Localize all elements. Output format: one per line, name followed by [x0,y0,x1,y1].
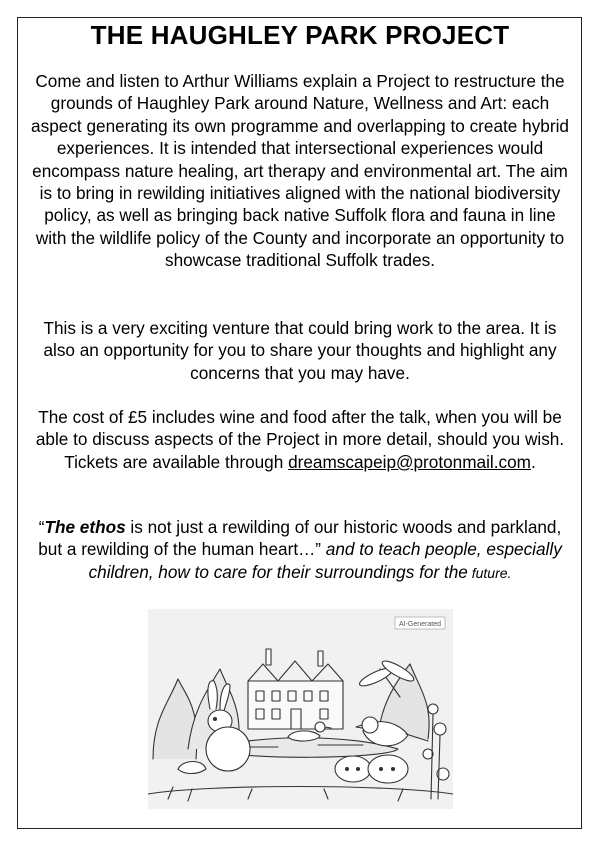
cost-text: The cost of £5 includes wine and food after the talk, when you will be able to discuss aspects of the Project in more detail, should you wish. Tickets are available through [35,407,565,472]
opportunity-paragraph: This is a very exciting venture that could bring work to the area. It is also an opportunity for you to share your thoughts and highlight any concerns that you may have. [43,318,557,383]
quote-tail: and to teach people, especially children, how to care for their surroundings for the [88,539,562,582]
quote-last-word: future. [467,564,512,581]
email-link[interactable]: dreamscapeip@protonmail.com [288,451,531,472]
page-title: THE HAUGHLEY PARK PROJECT [90,20,510,50]
quote-text: is not just a rewilding of our historic woods and parkland, but a rewilding of the human heart…” [38,517,562,560]
ethos-quote [28,516,572,584]
ai-generated-badge: AI-Generated [398,621,442,628]
cost-paragraph [28,406,572,473]
cost-end: . [531,451,536,472]
wildlife-illustration [148,609,453,809]
quote-lead: The ethos [44,517,126,537]
intro-paragraph: Come and listen to Arthur Williams explain a Project to restructure the grounds of Haughley Park around Nature, Wellness and Art: each aspect generating its own programme and overlapping to create hybrid experiences. It is intended that intersectional experiences would encompass nature healing, art therapy and environmental art. The aim is to bring in rewilding initiatives aligned with the national biodiversity policy, as well as bringing back native Suffolk flora and fauna in line with the wildlife policy of the County and incorporate an opportunity to showcase traditional Suffolk trades. [31,71,569,271]
quote-open: “ [38,517,45,537]
